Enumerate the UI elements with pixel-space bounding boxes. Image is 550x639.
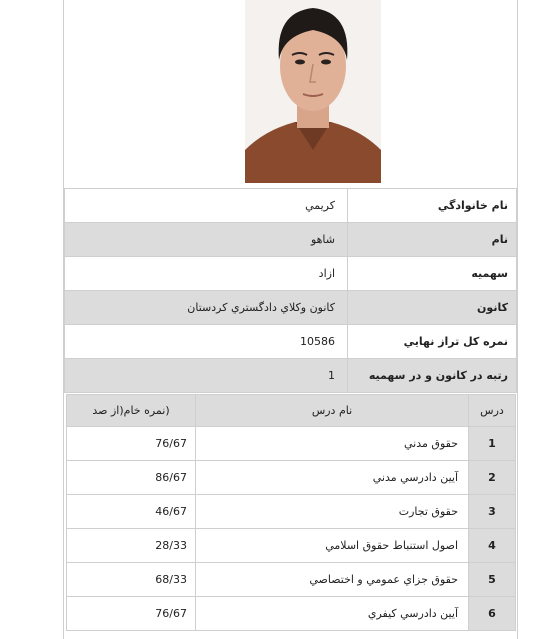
photo-area <box>64 0 517 189</box>
score-cell: 86/67 <box>67 461 196 495</box>
score-cell: 68/33 <box>67 563 196 597</box>
score-cell: 46/67 <box>67 495 196 529</box>
course-name-cell: آيين دادرسي مدني <box>196 461 469 495</box>
bar-association-value: كانون وكلاي دادگستري كردستان <box>65 291 348 325</box>
course-name-cell: آيين دادرسي كيفري <box>196 597 469 631</box>
person-photo <box>245 0 381 183</box>
table-row <box>67 427 516 461</box>
table-row <box>67 495 516 529</box>
grades-header-row <box>67 395 516 427</box>
profile-row <box>65 189 517 223</box>
profile-row <box>65 223 517 257</box>
course-number-cell: 2 <box>469 461 516 495</box>
score-cell: 28/33 <box>67 529 196 563</box>
course-name-cell: حقوق تجارت <box>196 495 469 529</box>
quota-label: سهميه <box>348 257 517 291</box>
grades-table <box>66 394 516 631</box>
course-name-cell: اصول استنباط حقوق اسلامي <box>196 529 469 563</box>
total-score-value: 10586 <box>65 325 348 359</box>
table-row <box>67 597 516 631</box>
course-number-cell: 4 <box>469 529 516 563</box>
bar-association-label: كانون <box>348 291 517 325</box>
first-name-label: نام <box>348 223 517 257</box>
course-number-cell: 5 <box>469 563 516 597</box>
table-row <box>67 529 516 563</box>
last-name-label: نام خانوادگي <box>348 189 517 223</box>
profile-row <box>65 257 517 291</box>
score-cell: 76/67 <box>67 427 196 461</box>
score-column-header: (نمره خام(از صد <box>67 395 196 427</box>
result-card <box>63 0 518 639</box>
course-number-cell: 6 <box>469 597 516 631</box>
profile-row <box>65 325 517 359</box>
profile-row <box>65 359 517 393</box>
total-score-label: نمره كل تراز نهايي <box>348 325 517 359</box>
rank-label: رتبه در كانون و در سهميه <box>348 359 517 393</box>
profile-row <box>65 291 517 325</box>
course-number-cell: 1 <box>469 427 516 461</box>
course-name-column-header: نام درس <box>196 395 469 427</box>
last-name-value: كريمي <box>65 189 348 223</box>
first-name-value: شاهو <box>65 223 348 257</box>
profile-table <box>64 188 517 393</box>
course-name-cell: حقوق جزاي عمومي و اختصاصي <box>196 563 469 597</box>
table-row <box>67 563 516 597</box>
rank-value: 1 <box>65 359 348 393</box>
course-number-cell: 3 <box>469 495 516 529</box>
table-row <box>67 461 516 495</box>
course-number-column-header: درس <box>469 395 516 427</box>
quota-value: ازاد <box>65 257 348 291</box>
score-cell: 76/67 <box>67 597 196 631</box>
course-name-cell: حقوق مدني <box>196 427 469 461</box>
